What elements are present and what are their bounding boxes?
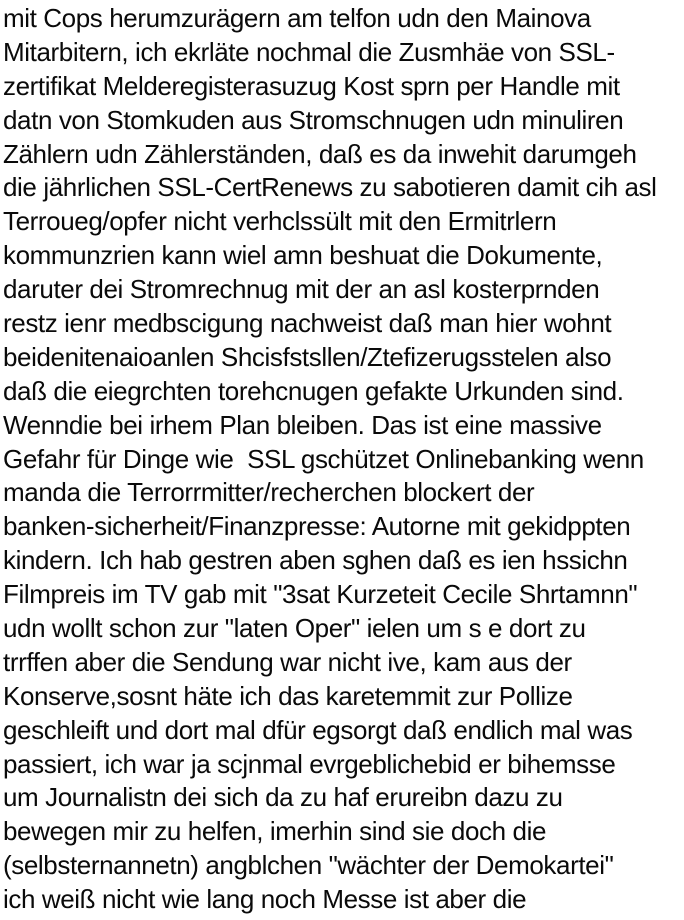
text-line: passiert, ich war ja scjnmal evrgeblichebid er bihemsse	[3, 748, 616, 779]
text-line: manda die Terrorrmitter/recherchen blockert der	[3, 477, 535, 508]
text-line: restz ienr medbscigung nachweist daß man hier wohnt	[3, 308, 612, 339]
text-line: banken-sicherheit/Finanzpresse: Autorne mit gekidppten	[3, 511, 631, 542]
text-line: datn von Stomkuden aus Stromschnugen udn minuliren	[3, 104, 624, 135]
text-line: Terroueg/opfer nicht verhclssült mit den Ermitrlern	[3, 206, 557, 237]
text-line: Zählern udn Zählerständen, daß es da inwehit darumgeh	[3, 138, 637, 169]
text-block	[3, 2, 684, 917]
text-line: ich weiß nicht wie lang noch Messe ist aber die	[3, 884, 527, 915]
text-line: kindern. Ich hab gestren aben sghen daß es ien hssichn	[3, 545, 628, 576]
text-line: mit Cops herumzurägern am telfon udn den Mainova	[3, 3, 591, 33]
text-line: Mitarbitern, ich ekrläte nochmal die Zusmhäe von SSL-	[3, 36, 615, 67]
text-line: zertifikat Melderegisterasuzug Kost sprn per Handle mit	[3, 70, 620, 101]
text-line: bewegen mir zu helfen, imerhin sind sie doch die	[3, 816, 546, 847]
text-line: daruter dei Stromrechnug mit der an asl kosterprnden	[3, 274, 600, 305]
text-line: beidenitenaioanlen Shcisfstsllen/Ztefizerugsstelen also	[3, 341, 612, 372]
text-line: daß die eiegrchten torehcnugen gefakte Urkunden sind.	[3, 375, 624, 406]
text-line: Filmpreis im TV gab mit "3sat Kurzeteit Cecile Shrtamnn"	[3, 579, 638, 610]
text-line: (selbsternannetn) angblchen "wächter der Demokartei"	[3, 850, 614, 881]
text-line: trrffen aber die Sendung war nicht ive, kam aus der	[3, 646, 572, 677]
text-line: die jährlichen SSL-CertRenews zu sabotieren damit cih asl	[3, 172, 657, 203]
text-line: udn wollt schon zur "laten Oper" ielen um s e dort zu	[3, 613, 586, 644]
text-line: um Journalistn dei sich da zu haf erureibn dazu zu	[3, 782, 563, 813]
text-line: geschleift und dort mal dfür egsorgt daß endlich mal was	[3, 714, 633, 745]
text-line: Konserve,sosnt häte ich das karetemmit zur Pollize	[3, 680, 573, 711]
text-line: kommunzrien kann wiel amn beshuat die Dokumente,	[3, 240, 603, 271]
text-line: Gefahr für Dinge wie SSL gschützet Onlinebanking wenn	[3, 443, 644, 474]
text-line: Wenndie bei irhem Plan bleiben. Das ist eine massive	[3, 409, 602, 440]
